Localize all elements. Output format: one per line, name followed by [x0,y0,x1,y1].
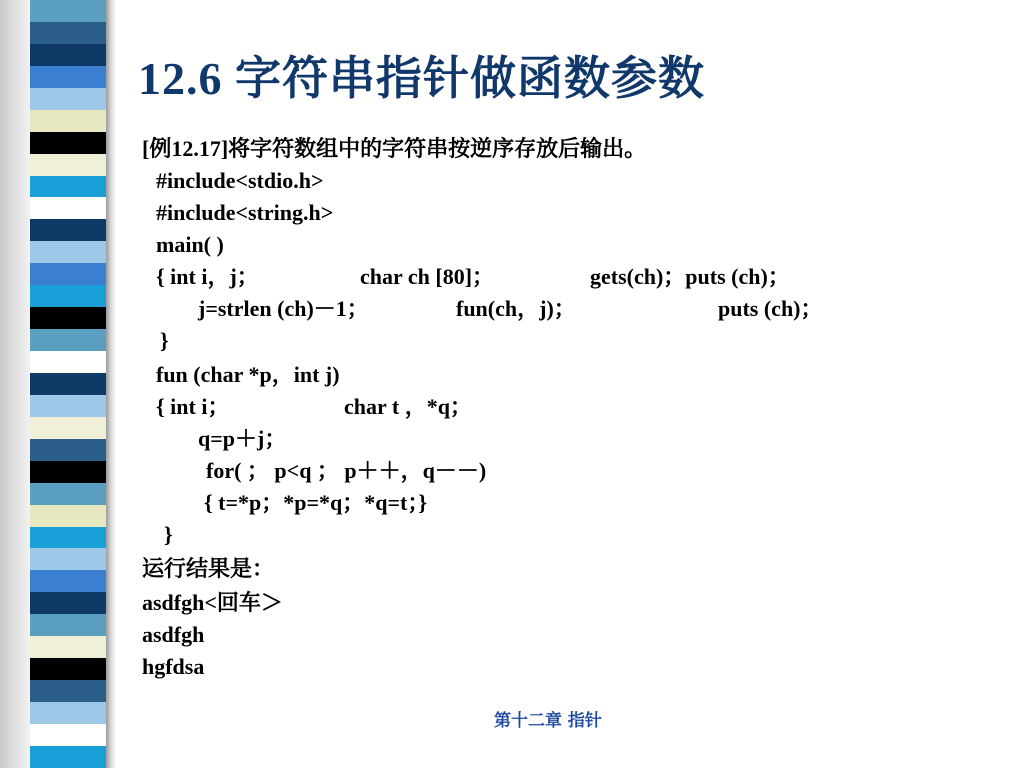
result-output-2: hgfdsa [142,654,205,679]
example-heading: [例12.17]将字符数组中的字符串按逆序存放后输出。 [142,136,647,161]
code-line-strlen: j=strlen (ch)－1； [198,296,369,321]
result-output-1: asdfgh [142,622,205,647]
code-line-fun-call: fun(ch，j)； [456,296,576,321]
code-line-for: for( ； p<q ； p＋＋，q－－) [206,458,487,483]
code-line-main: main( ) [156,232,224,257]
code-line-close-main: } [160,328,169,353]
code-line-decl-ch: char ch [80]； [360,264,495,289]
code-line-include-stdio: #include<stdio.h> [156,168,324,193]
code-line-swap: { t=*p；*p=*q；*q=t；} [204,490,428,515]
code-line-fun-decl-t-q: char t ，*q； [344,394,472,419]
result-input: asdfgh<回车＞ [142,590,283,615]
slide-title: 12.6 字符串指针做函数参数 [138,53,705,104]
code-line-decl-i-j: { int i，j； [156,264,259,289]
code-line-puts: puts (ch)； [718,296,823,321]
code-line-q-assign: q=p＋j； [198,426,287,451]
code-line-close-fun: } [164,522,173,547]
code-line-fun-def: fun (char *p，int j) [156,362,340,387]
code-line-fun-decl-i: { int i； [156,394,230,419]
result-label: 运行结果是： [142,556,275,581]
slide-footer: 第十二章 指针 [494,711,602,731]
code-line-include-string: #include<string.h> [156,200,334,225]
code-line-gets-puts: gets(ch)；puts (ch)； [590,264,790,289]
